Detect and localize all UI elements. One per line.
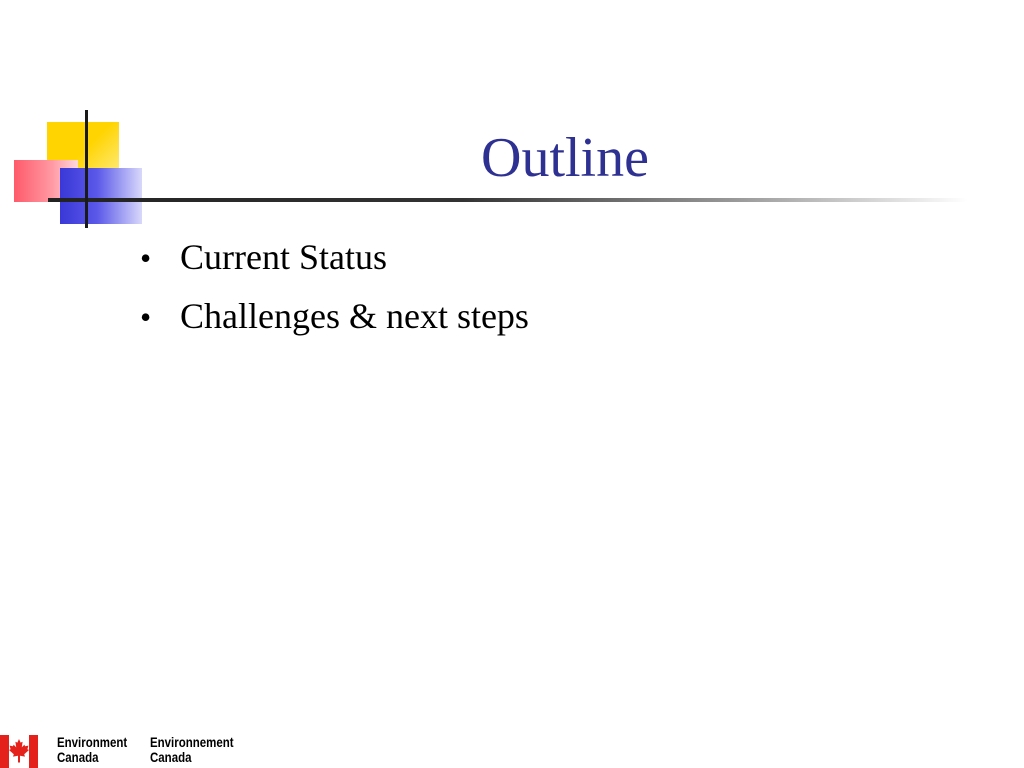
slide-title: Outline <box>481 127 649 189</box>
wordmark-english <box>57 735 127 765</box>
wordmark-french-line2: Canada <box>150 749 192 765</box>
decorative-blue-square <box>60 168 142 224</box>
bullet-text: Challenges & next steps <box>180 296 529 336</box>
title-underline-rule <box>48 198 968 202</box>
canada-flag-icon <box>0 735 38 768</box>
bullet-text: Current Status <box>180 237 387 277</box>
environment-canada-logo <box>0 730 260 768</box>
bullet-item <box>140 234 529 281</box>
bullet-dot-icon: • <box>140 240 152 276</box>
wordmark-english-line1: Environment <box>57 734 128 750</box>
bullet-dot-icon: • <box>140 299 152 335</box>
wordmark-french <box>150 735 234 765</box>
decorative-vertical-line <box>85 110 88 228</box>
bullet-list <box>140 234 529 352</box>
wordmark-english-line2: Canada <box>57 749 99 765</box>
wordmark-french-line1: Environnement <box>150 734 234 750</box>
bullet-item <box>140 293 529 340</box>
